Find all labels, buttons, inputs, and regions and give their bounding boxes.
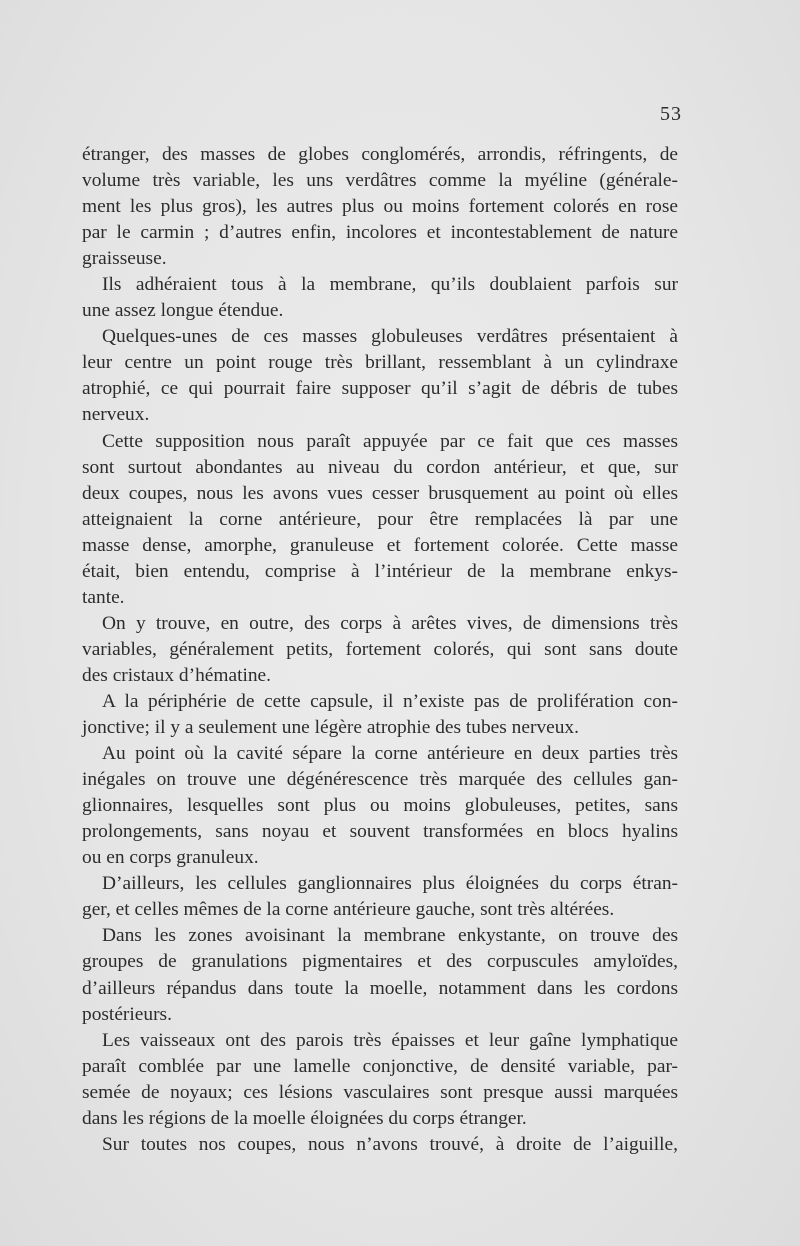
text-line: Ils adhéraient tous à la membrane, qu’ils doublaient parfois sur xyxy=(102,274,678,296)
text-line: par le carmin ; d’autres enfin, incolores et incontestablement de nature xyxy=(82,222,678,244)
text-line: dans les régions de la moelle éloignées du corps étranger. xyxy=(82,1107,527,1129)
text-line: volume très variable, les uns verdâtres comme la myéline (générale- xyxy=(82,170,678,192)
text-line: semée de noyaux; ces lésions vasculaires sont presque aussi marquées xyxy=(82,1081,678,1103)
text-line: nerveux. xyxy=(82,404,150,426)
text-line: glionnaires, lesquelles sont plus ou moins globuleuses, petites, sans xyxy=(82,795,678,817)
text-line: ment les plus gros), les autres plus ou moins fortement colorés en rose xyxy=(82,196,678,218)
text-line: une assez longue étendue. xyxy=(82,300,284,322)
text-line: Les vaisseaux ont des parois très épaisses et leur gaîne lymphatique xyxy=(102,1029,678,1051)
text-line: prolongements, sans noyau et souvent transformées en blocs hyalins xyxy=(82,821,678,843)
text-line: était, bien entendu, comprise à l’intérieur de la membrane enkys- xyxy=(82,560,678,582)
text-line: groupes de granulations pigmentaires et des corpuscules amyloïdes, xyxy=(82,951,678,973)
text-line: Sur toutes nos coupes, nous n’avons trouvé, à droite de l’aiguille, xyxy=(102,1133,678,1155)
text-line: Cette supposition nous paraît appuyée par ce fait que ces masses xyxy=(102,430,678,452)
text-line: leur centre un point rouge très brillant, ressemblant à un cylindraxe xyxy=(82,352,678,374)
text-line: variables, généralement petits, fortement colorés, qui sont sans doute xyxy=(82,638,678,660)
text-line: Quelques-unes de ces masses globuleuses verdâtres présentaient à xyxy=(102,326,678,348)
text-line: atteignaient la corne antérieure, pour être remplacées là par une xyxy=(82,508,678,530)
text-line: deux coupes, nous les avons vues cesser brusquement au point où elles xyxy=(82,482,678,504)
text-line: ger, et celles mêmes de la corne antérieure gauche, sont très altérées. xyxy=(82,899,615,921)
text-line: Dans les zones avoisinant la membrane enkystante, on trouve des xyxy=(102,925,678,947)
text-line: d’ailleurs répandus dans toute la moelle, notamment dans les cordons xyxy=(82,977,678,999)
text-line: des cristaux d’hématine. xyxy=(82,664,271,686)
text-line: paraît comblée par une lamelle conjonctive, de densité variable, par- xyxy=(82,1055,678,1077)
text-line: Au point où la cavité sépare la corne antérieure en deux parties très xyxy=(102,743,678,765)
text-line: ou en corps granuleux. xyxy=(82,847,259,869)
text-line: postérieurs. xyxy=(82,1003,172,1025)
text-line: On y trouve, en outre, des corps à arêtes vives, de dimensions très xyxy=(102,612,678,634)
text-line: D’ailleurs, les cellules ganglionnaires plus éloignées du corps étran- xyxy=(102,873,678,895)
text-line: graisseuse. xyxy=(82,248,167,270)
text-line: inégales on trouve une dégénérescence très marquée des cellules gan- xyxy=(82,769,678,791)
body-text xyxy=(82,142,678,1158)
text-line: sont surtout abondantes au niveau du cordon antérieur, et que, sur xyxy=(82,456,678,478)
text-line: atrophié, ce qui pourrait faire supposer qu’il s’agit de débris de tubes xyxy=(82,378,678,400)
text-line: étranger, des masses de globes conglomérés, arrondis, réfringents, de xyxy=(82,144,678,165)
text-line: jonctive; il y a seulement une légère atrophie des tubes nerveux. xyxy=(82,717,579,739)
text-line: masse dense, amorphe, granuleuse et fortement colorée. Cette masse xyxy=(82,534,678,556)
text-line: A la périphérie de cette capsule, il n’existe pas de prolifération con- xyxy=(102,690,678,712)
page-number: 53 xyxy=(660,103,682,125)
text-line: tante. xyxy=(82,586,125,608)
